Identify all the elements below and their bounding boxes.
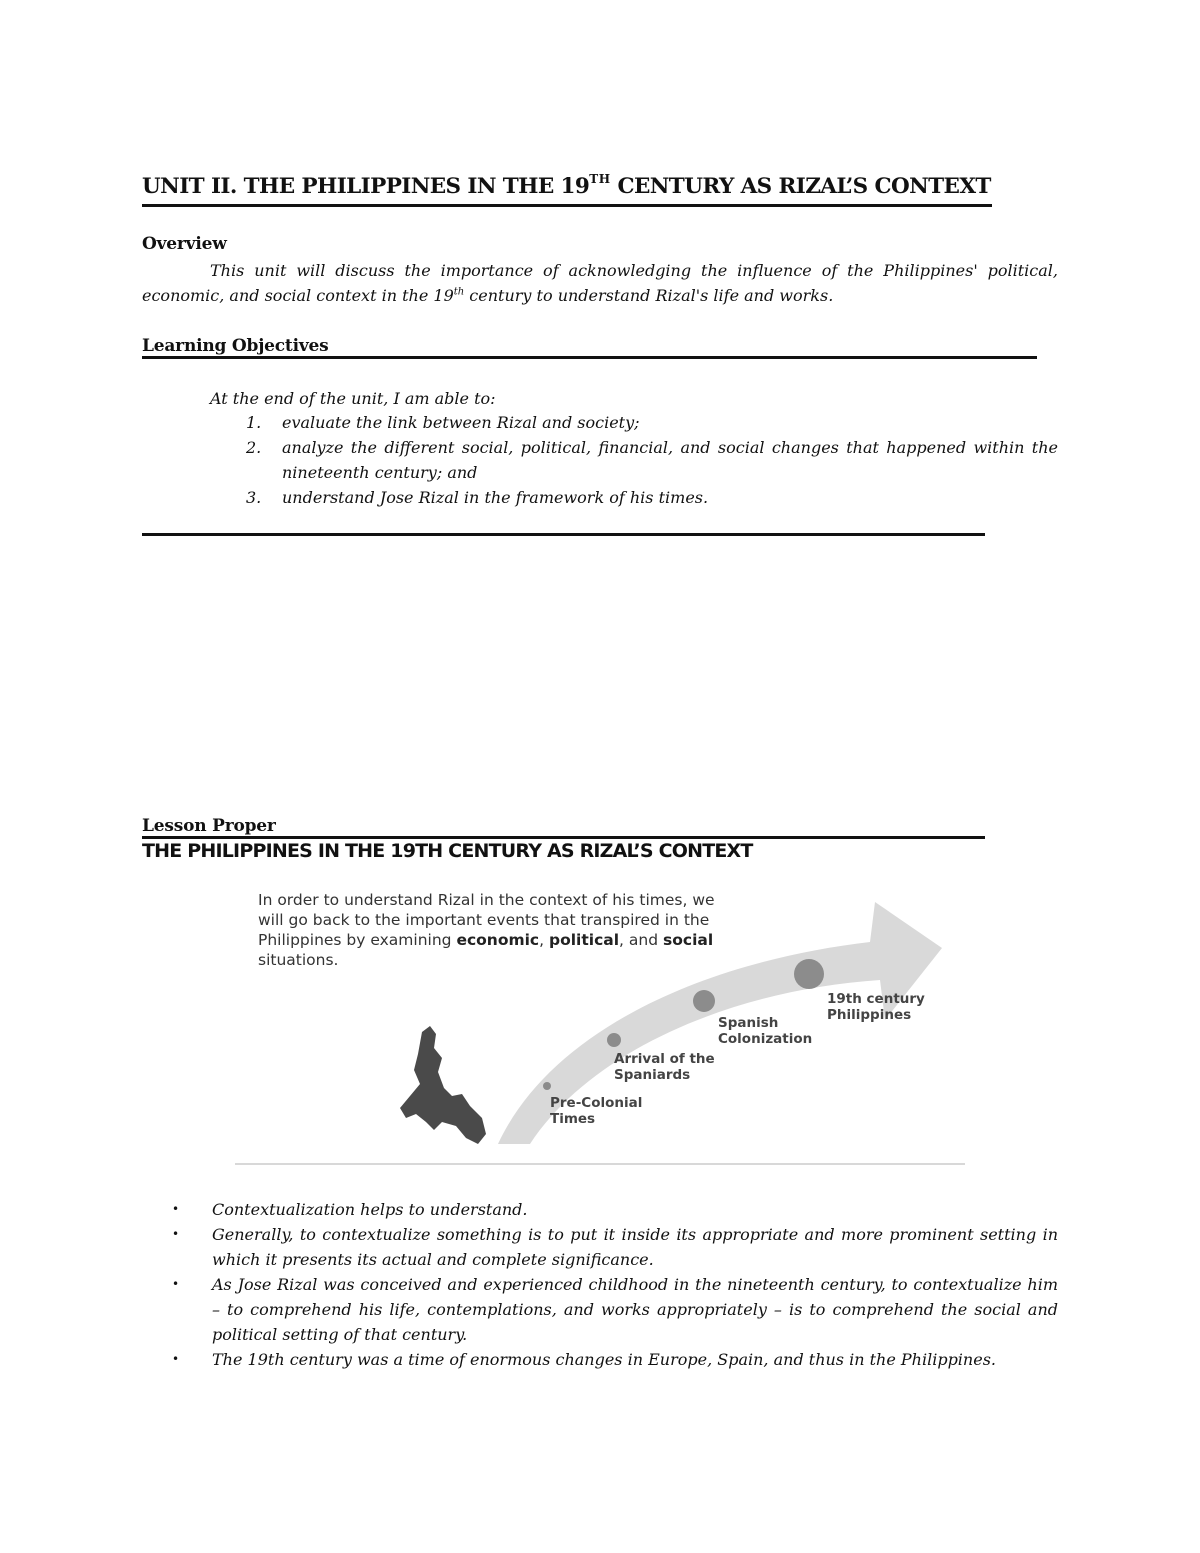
objectives-underline bbox=[142, 356, 1037, 359]
objectives-intro: At the end of the unit, I am able to: bbox=[210, 389, 496, 408]
list-item: • Generally, to contextualize something is to put it inside its appropriate and more prominent setting in which it presents its actual and complete significance. bbox=[172, 1222, 1058, 1272]
bullet-icon: • bbox=[172, 1352, 180, 1366]
overview-heading: Overview bbox=[142, 234, 227, 254]
list-item: • As Jose Rizal was conceived and experienced childhood in the nineteenth century, to contextualize him – to comprehend his life, contemplations, and works appropriately – is to comprehend the social and political setting of that century. bbox=[172, 1272, 1058, 1347]
timeline-dot-19th-century bbox=[794, 959, 824, 989]
philippines-map-icon bbox=[400, 1026, 486, 1144]
timeline-label-pre-colonial: Pre-Colonial Times bbox=[550, 1095, 643, 1127]
timeline-label-arrival: Arrival of the Spaniards bbox=[614, 1051, 715, 1083]
timeline-label-19th-century: 19th century Philippines bbox=[827, 991, 925, 1023]
bullet-icon: • bbox=[172, 1227, 180, 1241]
figure-intro-text: In order to understand Rizal in the context of his times, we will go back to the important events that transpired in the Philippines by examining economic, political, and social situations. bbox=[258, 891, 715, 969]
objectives-list bbox=[210, 410, 1058, 510]
objectives-bottom-rule bbox=[142, 533, 985, 536]
timeline-dot-colonization bbox=[693, 990, 715, 1012]
list-item: • Contextualization helps to understand. bbox=[172, 1197, 1058, 1222]
overview-text: This unit will discuss the importance of acknowledging the influence of the Philippines' political, economic, and social context in the 19th century to understand Rizal's life and works. bbox=[142, 261, 1058, 305]
lesson-proper-heading: Lesson Proper bbox=[142, 816, 276, 836]
list-item: 1. evaluate the link between Rizal and society; bbox=[246, 413, 640, 432]
bullet-icon: • bbox=[172, 1277, 180, 1291]
timeline-dot-arrival bbox=[607, 1033, 621, 1047]
list-item: • The 19th century was a time of enormous changes in Europe, Spain, and thus in the Philippines. bbox=[172, 1347, 1058, 1372]
timeline-label-colonization: Spanish Colonization bbox=[718, 1015, 813, 1047]
title-underline bbox=[142, 204, 992, 207]
timeline-dot-pre-colonial bbox=[543, 1082, 551, 1090]
bullet-icon: • bbox=[172, 1202, 180, 1216]
list-item: 3. understand Jose Rizal in the framework of his times. bbox=[246, 488, 709, 507]
lesson-bullets bbox=[172, 1197, 1058, 1372]
unit-title: UNIT II. THE PHILIPPINES IN THE 19TH CENTURY AS RIZAL’S CONTEXT bbox=[142, 172, 991, 199]
lesson-title: THE PHILIPPINES IN THE 19TH CENTURY AS RIZAL’S CONTEXT bbox=[142, 840, 753, 862]
list-item: 2. analyze the different social, political, financial, and social changes that happened within the nineteenth century; and bbox=[246, 438, 1058, 482]
timeline-figure bbox=[230, 882, 970, 1172]
learning-objectives-heading: Learning Objectives bbox=[142, 336, 329, 356]
lesson-underline bbox=[142, 836, 985, 839]
